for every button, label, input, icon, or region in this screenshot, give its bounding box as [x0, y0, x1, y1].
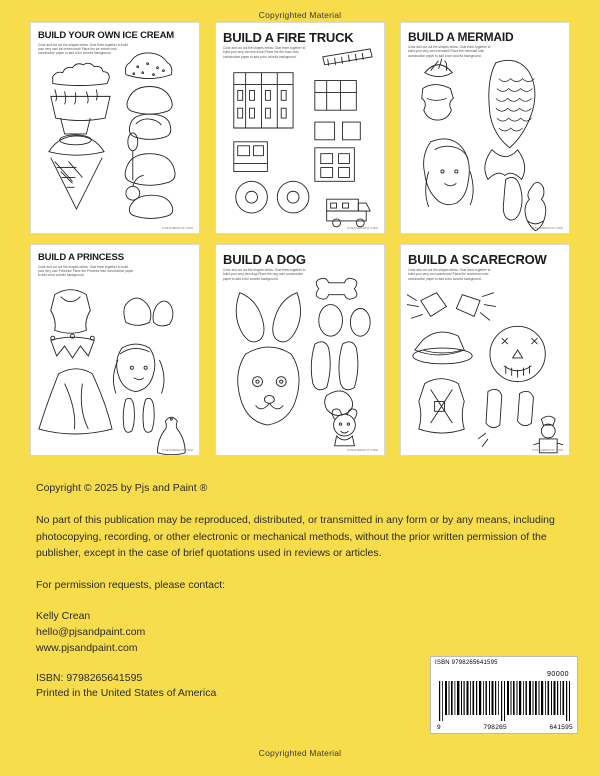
preview-page-instructions: Color and cut out the shapes below. Glue them together to build your very own dog! Place the dog onto construction paper to add a fun colorful background. — [223, 268, 306, 281]
printed-line: Printed in the United States of America — [36, 687, 217, 700]
preview-page-title: BUILD A PRINCESS — [38, 252, 124, 263]
preview-page-dog — [215, 244, 385, 456]
preview-page-url: PJSANDPAINT.COM — [532, 448, 563, 452]
barcode-digits-mid: 798265 — [483, 724, 507, 731]
contact-name: Kelly Crean — [36, 610, 91, 623]
preview-page-instructions: Color and cut out the shapes below. Glue them together to build your very own fire truck! Place the fire truck onto construction paper to add a fun colorful background. — [223, 46, 306, 59]
preview-page-title: BUILD YOUR OWN ICE CREAM — [38, 30, 174, 41]
barcode-digits-right: 641595 — [549, 724, 573, 731]
preview-page-title: BUILD A MERMAID — [408, 30, 514, 44]
permission-heading: For permission requests, please contact: — [36, 579, 226, 592]
preview-page-instructions: Color and cut out the shapes below. Glue them together to build your very own scarecrow! Place the scarecrow onto construction paper to add a fun colorful background. — [408, 268, 491, 281]
preview-page-url: PJSANDPAINT.COM — [162, 226, 193, 230]
preview-page-instructions: Color and cut out the shapes below. Glue them together to build your very own Princess! Place the Princess onto construction paper to add a fun colorful background. — [38, 264, 134, 278]
copyright-watermark-bottom: Copyrighted Material — [258, 748, 342, 758]
copyright-watermark-top: Copyrighted Material — [258, 10, 342, 20]
preview-page-instructions: Color and cut out the shapes below. Glue them together to build your very own mermaid! Place the mermaid onto construction paper to add a fun colorful background. — [408, 45, 491, 58]
preview-page-princess — [30, 244, 200, 456]
barcode-bars — [437, 681, 573, 721]
copyright-line: Copyright © 2025 by Pjs and Paint ® — [36, 482, 208, 494]
preview-pages-grid — [30, 22, 570, 456]
barcode-block — [430, 656, 578, 734]
preview-page-url: PJSANDPAINT.COM — [347, 226, 378, 230]
preview-page-fire-truck — [215, 22, 385, 234]
barcode-digit-row — [437, 724, 573, 731]
preview-page-instructions: Color and cut out the shapes below. Glue them together to build your very own ice cream treat! Place the ice cream onto construction paper to add a fun colorful background. — [38, 42, 129, 56]
barcode-digits-left: 9 — [437, 724, 441, 731]
preview-page-scarecrow — [400, 244, 570, 456]
preview-page-url: PJSANDPAINT.COM — [532, 226, 563, 230]
preview-page-url: PJSANDPAINT.COM — [347, 448, 378, 452]
contact-email[interactable]: hello@pjsandpaint.com — [36, 626, 146, 639]
preview-page-mermaid — [400, 22, 570, 234]
preview-page-title: BUILD A SCARECROW — [408, 252, 547, 267]
barcode-isbn-label: ISBN 9798265641595 — [435, 660, 498, 666]
preview-page-url: PJSANDPAINT.COM — [162, 448, 193, 452]
preview-page-title: BUILD A DOG — [223, 252, 306, 267]
isbn-line: ISBN: 9798265641595 — [36, 671, 143, 684]
preview-page-ice-cream — [30, 22, 200, 234]
contact-website[interactable]: www.pjsandpaint.com — [36, 641, 138, 654]
preview-page-title: BUILD A FIRE TRUCK — [223, 30, 354, 45]
barcode-price-code: 90000 — [547, 671, 569, 678]
reproduction-notice: No part of this publication may be reproduced, distributed, or transmitted in any form or by any means, including photocopying, recording, or other electronic or mechanical methods, without the prior written permission of the publisher, except in the case of brief quotations used in reviews or articles. — [36, 514, 555, 559]
